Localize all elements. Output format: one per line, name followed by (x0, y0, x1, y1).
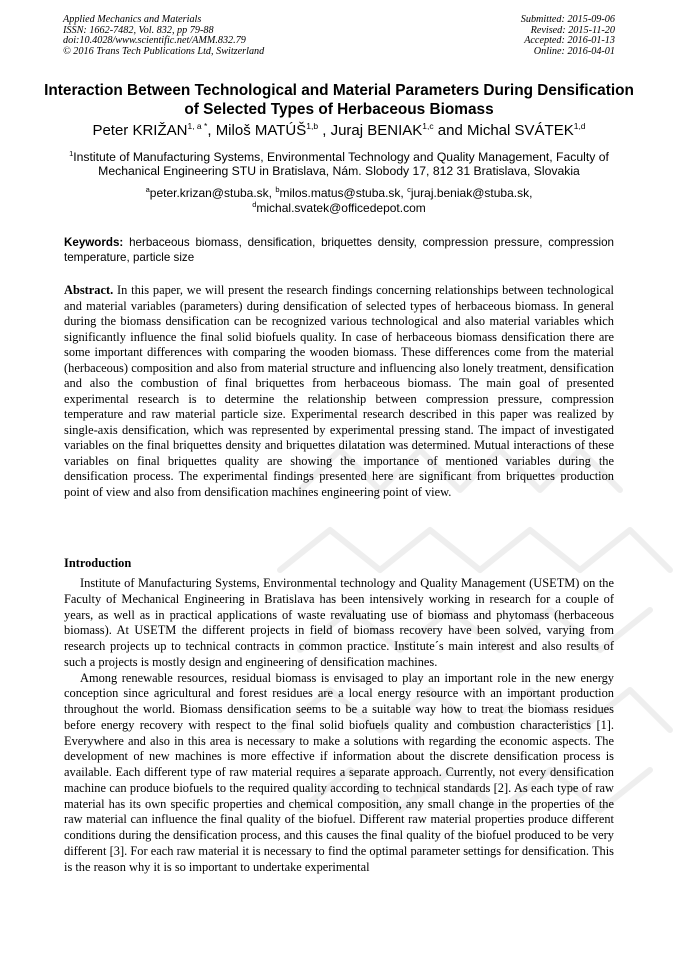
email-mark: a (145, 185, 150, 194)
introduction-body (64, 576, 614, 875)
author-emails (50, 186, 628, 215)
email-link[interactable]: juraj.beniak@stuba.sk, (410, 186, 533, 200)
author-name: Michal SVÁTEK (467, 122, 574, 139)
affiliation-text: Institute of Manufacturing Systems, Environmental Technology and Quality Management, Faculty of Mechanical Engineering STU in Bratislava, Nám. Slobody 17, 812 31 Bratislava, Slovakia (73, 150, 609, 179)
journal-name: Applied Mechanics and Materials (63, 14, 202, 25)
author-affiliation-mark: 1, a * (187, 121, 208, 131)
keywords-section (64, 236, 618, 265)
journal-info (63, 15, 264, 57)
email-link[interactable]: peter.krizan@stuba.sk, (149, 186, 276, 200)
journal-issn: ISSN: 1662-7482, Vol. 832, pp 79-88 (63, 24, 214, 36)
author-affiliation (50, 150, 628, 179)
author-separator: and (433, 122, 468, 139)
author-separator: , (318, 122, 331, 139)
date-submitted: Submitted: 2015-09-06 (520, 14, 615, 25)
email-mark: c (407, 185, 411, 194)
article-dates (521, 15, 615, 57)
abstract-section (64, 283, 618, 500)
author-name: Peter KRIŽAN (92, 122, 188, 139)
email-mark: b (275, 185, 280, 194)
email-link[interactable]: milos.matus@stuba.sk, (279, 186, 408, 200)
date-accepted: Accepted: 2016-01-13 (524, 35, 615, 47)
introduction-paragraph: Among renewable resources, residual biomass is envisaged to play an important role in the new energy conception since agricultural and forest residues are a local energy resource with an important production throughout the world. Biomass densification seems to be a suitable way how to treat the biomass residues before energy recovery with respect to the final solid biofuels quality and combustion characteristics [1]. Everywhere and also in this area is necessary to make a solutions with regarding the economic aspects. The development of new machines is more effective if information about the discrete densification process is available. Each different type of raw material requires a separate approach. Currently, not every densification machine can produce biofuels to the required quality according to technical standards [2]. As each type of raw material has its own specific properties and chemical composition, any small change in the properties of the raw material can influence the final quality of the biofuel. Different raw material properties produce different conditions during the densification process, and this causes the final quality of the biofuel produced to be very different [3]. For each raw material it is necessary to find the optimal parameter settings for densification. This is the reason why it is so important to undertake experimental (64, 670, 614, 874)
keywords-text: herbaceous biomass, densification, briquettes density, compression pressure, compression temperature, particle size (64, 236, 618, 264)
paper-title: Interaction Between Technological and Material Parameters During Densification of Selected Types of Herbaceous Biomass (44, 82, 634, 118)
email-mark: d (252, 199, 257, 209)
introduction-paragraph: Institute of Manufacturing Systems, Environmental technology and Quality Management (USETM) on the Faculty of Mechanical Engineering in Bratislava has been intensively working in research for a couple of years, as well as in practical applications of waste revaluating use of biomass and phytomass (herbaceous biomass). At USETM the different projects in field of biomass recovery have been solved, varying from research projects up to technical contracts in common practice. Institute´s main interest and also results of such a projects is mostly design and engineering of densification machines. (64, 576, 614, 669)
date-revised: Revised: 2015-11-20 (530, 24, 615, 36)
author-name: Juraj BENIAK (330, 122, 423, 139)
affiliation-mark: 1 (69, 149, 74, 158)
date-online: Online: 2016-04-01 (533, 45, 615, 57)
introduction-heading: Introduction (64, 556, 132, 570)
journal-doi: doi:10.4028/www.scientific.net/AMM.832.79 (63, 35, 246, 47)
email-link[interactable]: michal.svatek@officedepot.com (256, 200, 426, 215)
author-separator: , (207, 122, 216, 139)
journal-copyright: © 2016 Trans Tech Publications Ltd, Switzerland (63, 45, 265, 57)
abstract-label: Abstract. (64, 283, 114, 297)
author-affiliation-mark: 1,c (422, 121, 434, 131)
author-affiliation-mark: 1,b (306, 121, 319, 131)
author-affiliation-mark: 1,d (573, 121, 586, 131)
author-name: Miloš MATÚŠ (215, 122, 307, 139)
author-list (40, 122, 638, 140)
keywords-label: Keywords: (64, 236, 124, 249)
abstract-text: In this paper, we will present the research findings concerning relationships between technological and material variables (parameters) during densification of selected types of herbaceous biomass. In general during the biomass densification can be recognized various technological and also material variables which significantly influence the final solid biofuels quality. In case of herbaceous biomass densification there are some important differences with comparing the wooden biomass. These differences come from the material (herbaceous) composition and also from material structure and influencing also lonely treatment, densification and also the combustion of final briquettes from herbaceous biomass. The main goal of presented experimental research is to determine the relationship between compression pressure, compression temperature and raw material particle size. Experimental research described in this paper was realized by single-axis densification, which was represented by experimental pressing stand. The impact of investigated variables on the final briquettes density and briquettes dilatation was determined. Mutual interactions of these variables on final briquettes quality are showing the importance of mentioned variables during the densification process. The experimental findings presented here are significant from briquettes production point of view and also from densification machines engineering point of view. (64, 283, 618, 499)
